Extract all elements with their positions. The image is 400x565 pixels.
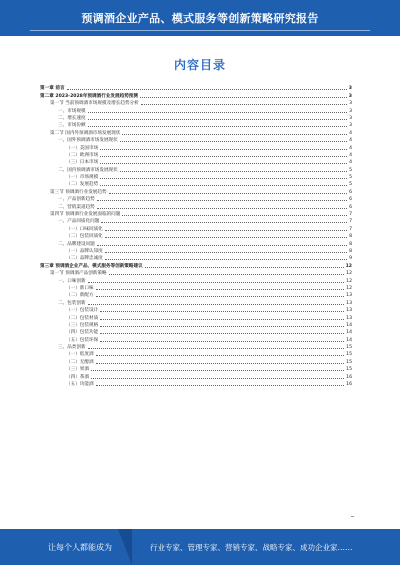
- toc-entry-page-number: 13: [346, 308, 352, 314]
- toc-entry[interactable]: [40, 224, 352, 231]
- toc-entry-label: （一）品牌认知度: [66, 248, 103, 254]
- toc-dot-leader: [120, 141, 347, 142]
- toc-dot-leader: [105, 230, 347, 231]
- toc-dot-leader: [100, 156, 347, 157]
- toc-entry-page-number: 16: [346, 382, 352, 388]
- toc-dot-leader: [100, 185, 347, 186]
- toc-entry-label: （四）包装功能: [66, 330, 99, 336]
- toc-entry-page-number: 14: [346, 330, 352, 336]
- toc-dot-leader: [88, 304, 345, 305]
- toc-entry-label: （二）发展趋势: [66, 182, 99, 188]
- toc-entry[interactable]: [40, 202, 352, 209]
- toc-entry[interactable]: [40, 350, 352, 357]
- toc-dot-leader: [100, 178, 347, 179]
- toc-entry[interactable]: [40, 151, 352, 158]
- toc-dot-leader: [109, 274, 345, 275]
- toc-dot-leader: [100, 333, 344, 334]
- toc-entry-page-number: 6: [349, 204, 352, 210]
- toc-dot-leader: [91, 378, 344, 379]
- toc-entry[interactable]: [40, 128, 352, 135]
- header-divider: [30, 30, 370, 31]
- toc-entry-page-number: 15: [346, 345, 352, 351]
- toc-entry-label: 第三节 预调酒行业发展趋势: [50, 189, 107, 195]
- toc-entry-page-number: 13: [346, 300, 352, 306]
- toc-dot-leader: [105, 237, 347, 238]
- toc-entry-label: 三、市场份额: [58, 123, 86, 129]
- toc-entry-page-number: 14: [346, 337, 352, 343]
- toc-entry[interactable]: [40, 357, 352, 364]
- toc-entry[interactable]: [40, 284, 352, 291]
- toc-dot-leader: [96, 289, 345, 290]
- toc-entry[interactable]: [40, 121, 352, 128]
- toc-entry-page-number: 12: [345, 263, 352, 269]
- toc-entry[interactable]: [40, 372, 352, 379]
- toc-entry-label: （三）日本市场: [66, 160, 99, 166]
- toc-entry[interactable]: [40, 217, 352, 224]
- toc-dot-leader: [97, 208, 347, 209]
- toc-entry-label: （一）美国市场: [66, 145, 99, 151]
- toc-entry[interactable]: [40, 187, 352, 194]
- toc-entry[interactable]: [40, 99, 352, 106]
- toc-entry-page-number: 5: [349, 182, 352, 188]
- toc-entry-page-number: 3: [349, 101, 352, 107]
- toc-entry[interactable]: [40, 365, 352, 372]
- toc-dot-leader: [97, 200, 347, 201]
- toc-entry-page-number: 15: [346, 359, 352, 365]
- toc-entry-label: 一、产品同质化问题: [58, 219, 100, 225]
- toc-entry-label: 一、国外预调酒市场发展现状: [58, 138, 118, 144]
- toc-entry-page-number: 13: [346, 293, 352, 299]
- toc-entry-label: （五）功能酒: [66, 382, 94, 388]
- toc-entry[interactable]: [40, 306, 352, 313]
- toc-entry-label: 一、产品创新趋势: [58, 197, 95, 203]
- toc-entry[interactable]: [40, 269, 352, 276]
- toc-entry[interactable]: [40, 343, 352, 350]
- toc-entry[interactable]: [40, 380, 352, 387]
- toc-entry-label: 三、品类创新: [58, 345, 86, 351]
- toc-entry[interactable]: [40, 313, 352, 320]
- toc-dot-leader: [122, 134, 347, 135]
- toc-entry[interactable]: [40, 232, 352, 239]
- toc-entry-page-number: 5: [349, 175, 352, 181]
- toc-entry-label: 一、市场规模: [58, 108, 86, 114]
- toc-entry[interactable]: [40, 298, 352, 305]
- table-of-contents: [40, 84, 352, 387]
- toc-dot-leader: [101, 222, 347, 223]
- toc-entry-page-number: 14: [346, 322, 352, 328]
- toc-dot-leader: [96, 385, 345, 386]
- toc-dot-leader: [105, 259, 347, 260]
- toc-entry-page-number: 12: [346, 278, 352, 284]
- toc-entry-label: （二）新配方: [66, 293, 94, 299]
- toc-entry[interactable]: [40, 173, 352, 180]
- toc-entry-label: （二）欧洲市场: [66, 152, 99, 158]
- toc-dot-leader: [88, 112, 347, 113]
- toc-entry-page-number: 5: [349, 167, 352, 173]
- toc-entry-page-number: 6: [349, 189, 352, 195]
- toc-dot-leader: [100, 163, 347, 164]
- footer-divider-shape: [118, 529, 132, 565]
- toc-entry[interactable]: [40, 328, 352, 335]
- toc-dot-leader: [120, 171, 347, 172]
- toc-dot-leader: [100, 341, 344, 342]
- toc-entry-label: 二、增长速度: [58, 115, 86, 121]
- toc-dot-leader: [96, 363, 345, 364]
- toc-entry[interactable]: [40, 239, 352, 246]
- toc-dot-leader: [140, 97, 347, 98]
- toc-entry-page-number: 4: [349, 152, 352, 158]
- toc-dot-leader: [109, 193, 347, 194]
- toc-entry-label: 第二节 国内外预调酒市场发展现状: [50, 130, 121, 136]
- toc-entry-page-number: 3: [349, 108, 352, 114]
- footer-expert-list: 行业专家、管理专家、营销专家、战略专家、成功企业家……: [150, 543, 353, 552]
- toc-dot-leader: [88, 119, 347, 120]
- toc-entry[interactable]: [40, 136, 352, 143]
- toc-entry-page-number: 15: [346, 367, 352, 373]
- toc-entry[interactable]: [40, 195, 352, 202]
- page-marker: [351, 516, 354, 517]
- toc-entry-label: 二、国内预调酒市场发展现状: [58, 167, 118, 173]
- toc-entry-label: （一）新口味: [66, 285, 94, 291]
- toc-entry[interactable]: [40, 254, 352, 261]
- toc-entry-page-number: 7: [349, 212, 352, 218]
- toc-entry-page-number: 15: [346, 352, 352, 358]
- toc-entry-label: 第二章 2023-2028年预调酒行业发展趋势预测: [40, 93, 138, 99]
- toc-entry-label: （三）包装规格: [66, 322, 99, 328]
- toc-dot-leader: [122, 215, 347, 216]
- toc-entry-label: 第一节 预调酒产品创新策略: [50, 271, 107, 277]
- toc-entry-label: 二、营销渠道趋势: [58, 204, 95, 210]
- toc-chapter-entry[interactable]: [40, 91, 352, 98]
- toc-entry-page-number: 16: [346, 374, 352, 380]
- toc-entry-label: （一）低度酒: [66, 352, 94, 358]
- toc-entry-label: （二）包装同质化: [66, 234, 103, 240]
- toc-entry[interactable]: [40, 321, 352, 328]
- toc-heading: 内容目录: [173, 58, 226, 72]
- toc-entry-page-number: 7: [349, 219, 352, 225]
- page-header: [0, 0, 400, 36]
- toc-entry-label: （二）品牌忠诚度: [66, 256, 103, 262]
- toc-entry-label: （二）包装材质: [66, 315, 99, 321]
- toc-dot-leader: [100, 149, 347, 150]
- toc-entry-page-number: 12: [346, 271, 352, 277]
- toc-entry-page-number: 9: [349, 256, 352, 262]
- toc-dot-leader: [91, 370, 344, 371]
- toc-entry-page-number: 4: [349, 145, 352, 151]
- footer-slogan: 让每个人都能成为: [48, 543, 112, 552]
- toc-chapter-entry[interactable]: [40, 261, 352, 268]
- toc-entry-page-number: 3: [348, 93, 352, 99]
- toc-dot-leader: [67, 89, 347, 90]
- toc-entry-page-number: 7: [349, 226, 352, 232]
- toc-entry-label: （三）果酒: [66, 367, 89, 373]
- toc-dot-leader: [100, 311, 344, 312]
- toc-entry-page-number: 4: [349, 138, 352, 144]
- toc-chapter-entry[interactable]: [40, 84, 352, 91]
- toc-dot-leader: [105, 252, 347, 253]
- toc-entry[interactable]: [40, 291, 352, 298]
- toc-entry-label: 一、口味创新: [58, 278, 86, 284]
- toc-entry[interactable]: [40, 165, 352, 172]
- toc-dot-leader: [141, 104, 347, 105]
- toc-entry-label: 第一节 当前预调酒市场规模及增长趋势分析: [50, 101, 139, 107]
- toc-entry-label: （一）口味同质化: [66, 226, 103, 232]
- toc-dot-leader: [88, 282, 345, 283]
- toc-entry[interactable]: [40, 210, 352, 217]
- toc-entry-label: （五）包装环保: [66, 337, 99, 343]
- toc-entry-page-number: 3: [349, 123, 352, 129]
- toc-entry[interactable]: [40, 247, 352, 254]
- toc-dot-leader: [96, 296, 345, 297]
- toc-entry[interactable]: [40, 158, 352, 165]
- toc-entry-page-number: 3: [348, 86, 352, 92]
- toc-entry-page-number: 8: [349, 248, 352, 254]
- report-title: 预调酒企业产品、模式服务等创新策略研究报告: [81, 12, 319, 25]
- toc-dot-leader: [88, 126, 347, 127]
- toc-dot-leader: [96, 355, 345, 356]
- toc-entry-page-number: 3: [349, 115, 352, 121]
- toc-dot-leader: [88, 348, 345, 349]
- toc-entry[interactable]: [40, 335, 352, 342]
- toc-entry-page-number: 6: [349, 197, 352, 203]
- toc-entry-page-number: 8: [349, 241, 352, 247]
- toc-dot-leader: [100, 326, 344, 327]
- toc-entry-label: 第一章 前言: [40, 86, 65, 92]
- toc-entry-label: （一）市场规模: [66, 175, 99, 181]
- toc-entry-page-number: 13: [346, 315, 352, 321]
- toc-dot-leader: [145, 267, 344, 268]
- toc-entry[interactable]: [40, 114, 352, 121]
- toc-entry-label: 二、包装创新: [58, 300, 86, 306]
- page-footer: [0, 529, 400, 565]
- toc-dot-leader: [97, 245, 347, 246]
- toc-entry[interactable]: [40, 276, 352, 283]
- toc-entry-page-number: 12: [346, 285, 352, 291]
- toc-entry-label: （二）无醇酒: [66, 359, 94, 365]
- toc-entry-label: （一）包装设计: [66, 308, 99, 314]
- toc-entry-page-number: 4: [349, 130, 352, 136]
- toc-entry-page-number: 8: [349, 234, 352, 240]
- toc-entry[interactable]: [40, 180, 352, 187]
- toc-entry-page-number: 4: [349, 160, 352, 166]
- toc-entry-label: 二、品牌建设问题: [58, 241, 95, 247]
- toc-entry[interactable]: [40, 106, 352, 113]
- toc-entry-label: （四）茶酒: [66, 374, 89, 380]
- toc-entry[interactable]: [40, 143, 352, 150]
- toc-dot-leader: [100, 319, 344, 320]
- toc-entry-label: 第四节 预调酒行业发展面临的问题: [50, 212, 121, 218]
- toc-entry-label: 第三章 预调酒企业产品、模式服务等创新策略建议: [40, 263, 143, 269]
